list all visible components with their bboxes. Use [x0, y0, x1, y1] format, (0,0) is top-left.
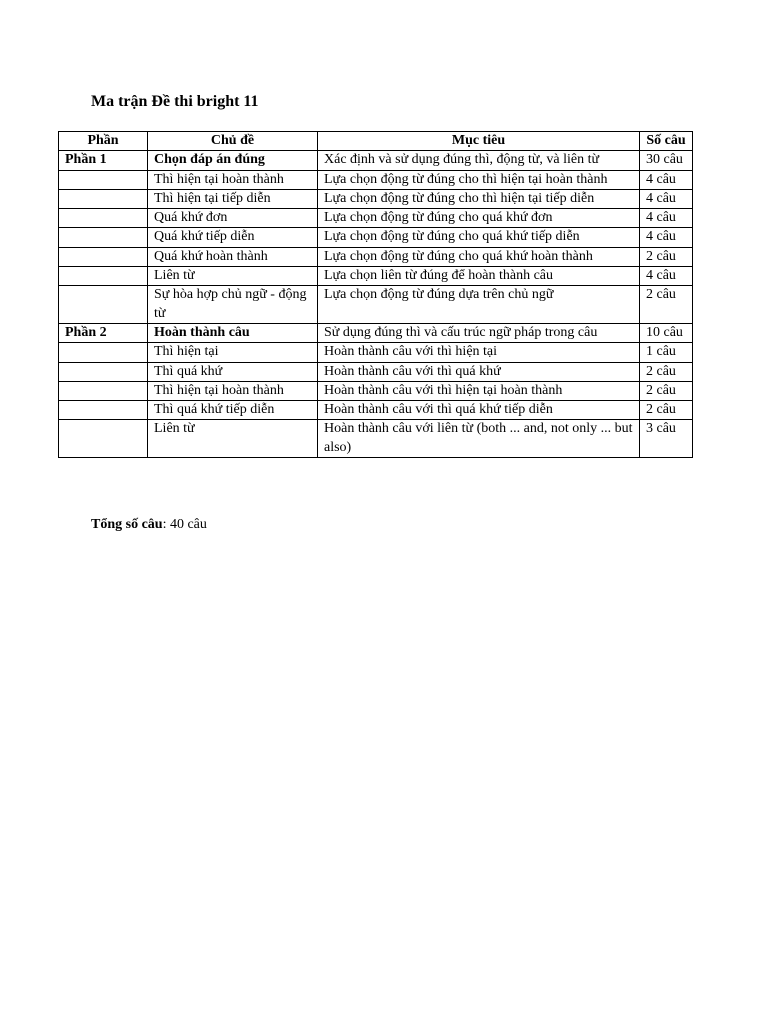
cell-objective: Lựa chọn động từ đúng cho thì hiện tại hoàn thành: [318, 170, 640, 189]
cell-topic: Thì hiện tại hoàn thành: [148, 170, 318, 189]
cell-part: [59, 343, 148, 362]
cell-objective: Hoàn thành câu với thì hiện tại: [318, 343, 640, 362]
cell-objective: Lựa chọn động từ đúng cho quá khứ tiếp diễn: [318, 228, 640, 247]
cell-count: 3 câu: [640, 420, 693, 458]
cell-objective: Hoàn thành câu với liên từ (both ... and, not only ... but also): [318, 420, 640, 458]
cell-topic: Quá khứ tiếp diễn: [148, 228, 318, 247]
table-row: [59, 189, 693, 208]
cell-topic: Liên từ: [148, 267, 318, 286]
table-row: [59, 286, 693, 324]
cell-count: 2 câu: [640, 381, 693, 400]
cell-objective: Sử dụng đúng thì và cấu trúc ngữ pháp trong câu: [318, 323, 640, 342]
table-row: [59, 170, 693, 189]
cell-objective: Lựa chọn liên từ đúng để hoàn thành câu: [318, 267, 640, 286]
table-header-row: [59, 132, 693, 151]
cell-count: 1 câu: [640, 343, 693, 362]
cell-topic: Thì hiện tại hoàn thành: [148, 381, 318, 400]
table-row: [59, 209, 693, 228]
cell-count: 4 câu: [640, 170, 693, 189]
cell-objective: Hoàn thành câu với thì hiện tại hoàn thành: [318, 381, 640, 400]
header-part: Phần: [59, 132, 148, 151]
exam-matrix-table: [58, 131, 693, 458]
cell-count: 2 câu: [640, 401, 693, 420]
cell-topic: Thì hiện tại: [148, 343, 318, 362]
table-row: [59, 247, 693, 266]
cell-topic: Thì quá khứ tiếp diễn: [148, 401, 318, 420]
cell-part: [59, 401, 148, 420]
cell-topic: Quá khứ đơn: [148, 209, 318, 228]
cell-part: [59, 267, 148, 286]
cell-objective: Hoàn thành câu với thì quá khứ: [318, 362, 640, 381]
cell-objective: Lựa chọn động từ đúng dựa trên chủ ngữ: [318, 286, 640, 324]
cell-part: [59, 209, 148, 228]
cell-part: [59, 286, 148, 324]
total-value: : 40 câu: [162, 517, 207, 532]
cell-count: 4 câu: [640, 228, 693, 247]
cell-part: [59, 170, 148, 189]
table-row: [59, 362, 693, 381]
cell-topic: Chọn đáp án đúng: [148, 151, 318, 170]
cell-topic: Thì hiện tại tiếp diễn: [148, 189, 318, 208]
cell-part: [59, 362, 148, 381]
cell-count: 2 câu: [640, 286, 693, 324]
cell-part: Phần 2: [59, 323, 148, 342]
header-topic: Chủ đề: [148, 132, 318, 151]
cell-objective: Lựa chọn động từ đúng cho quá khứ đơn: [318, 209, 640, 228]
document-title: Ma trận Đề thi bright 11: [91, 93, 259, 110]
cell-part: [59, 420, 148, 458]
cell-objective: Lựa chọn động từ đúng cho quá khứ hoàn thành: [318, 247, 640, 266]
cell-topic: Sự hòa hợp chủ ngữ - động từ: [148, 286, 318, 324]
total-questions: [91, 517, 207, 533]
cell-part: [59, 228, 148, 247]
cell-topic: Liên từ: [148, 420, 318, 458]
cell-count: 2 câu: [640, 247, 693, 266]
cell-topic: Hoàn thành câu: [148, 323, 318, 342]
cell-objective: Hoàn thành câu với thì quá khứ tiếp diễn: [318, 401, 640, 420]
table-row: [59, 381, 693, 400]
table-row: [59, 228, 693, 247]
header-count: Số câu: [640, 132, 693, 151]
cell-part: [59, 189, 148, 208]
table-row: [59, 267, 693, 286]
header-objective: Mục tiêu: [318, 132, 640, 151]
cell-objective: Xác định và sử dụng đúng thì, động từ, và liên từ: [318, 151, 640, 170]
cell-count: 4 câu: [640, 209, 693, 228]
cell-part: Phần 1: [59, 151, 148, 170]
table-row: [59, 151, 693, 170]
cell-count: 4 câu: [640, 189, 693, 208]
cell-count: 10 câu: [640, 323, 693, 342]
cell-objective: Lựa chọn động từ đúng cho thì hiện tại tiếp diễn: [318, 189, 640, 208]
table-row: [59, 343, 693, 362]
cell-part: [59, 247, 148, 266]
table-row: [59, 401, 693, 420]
cell-part: [59, 381, 148, 400]
cell-topic: Quá khứ hoàn thành: [148, 247, 318, 266]
total-label: Tổng số câu: [91, 517, 163, 532]
cell-count: 30 câu: [640, 151, 693, 170]
cell-count: 4 câu: [640, 267, 693, 286]
table-row: [59, 420, 693, 458]
table-body: [59, 151, 693, 458]
table-row: [59, 323, 693, 342]
cell-topic: Thì quá khứ: [148, 362, 318, 381]
cell-count: 2 câu: [640, 362, 693, 381]
